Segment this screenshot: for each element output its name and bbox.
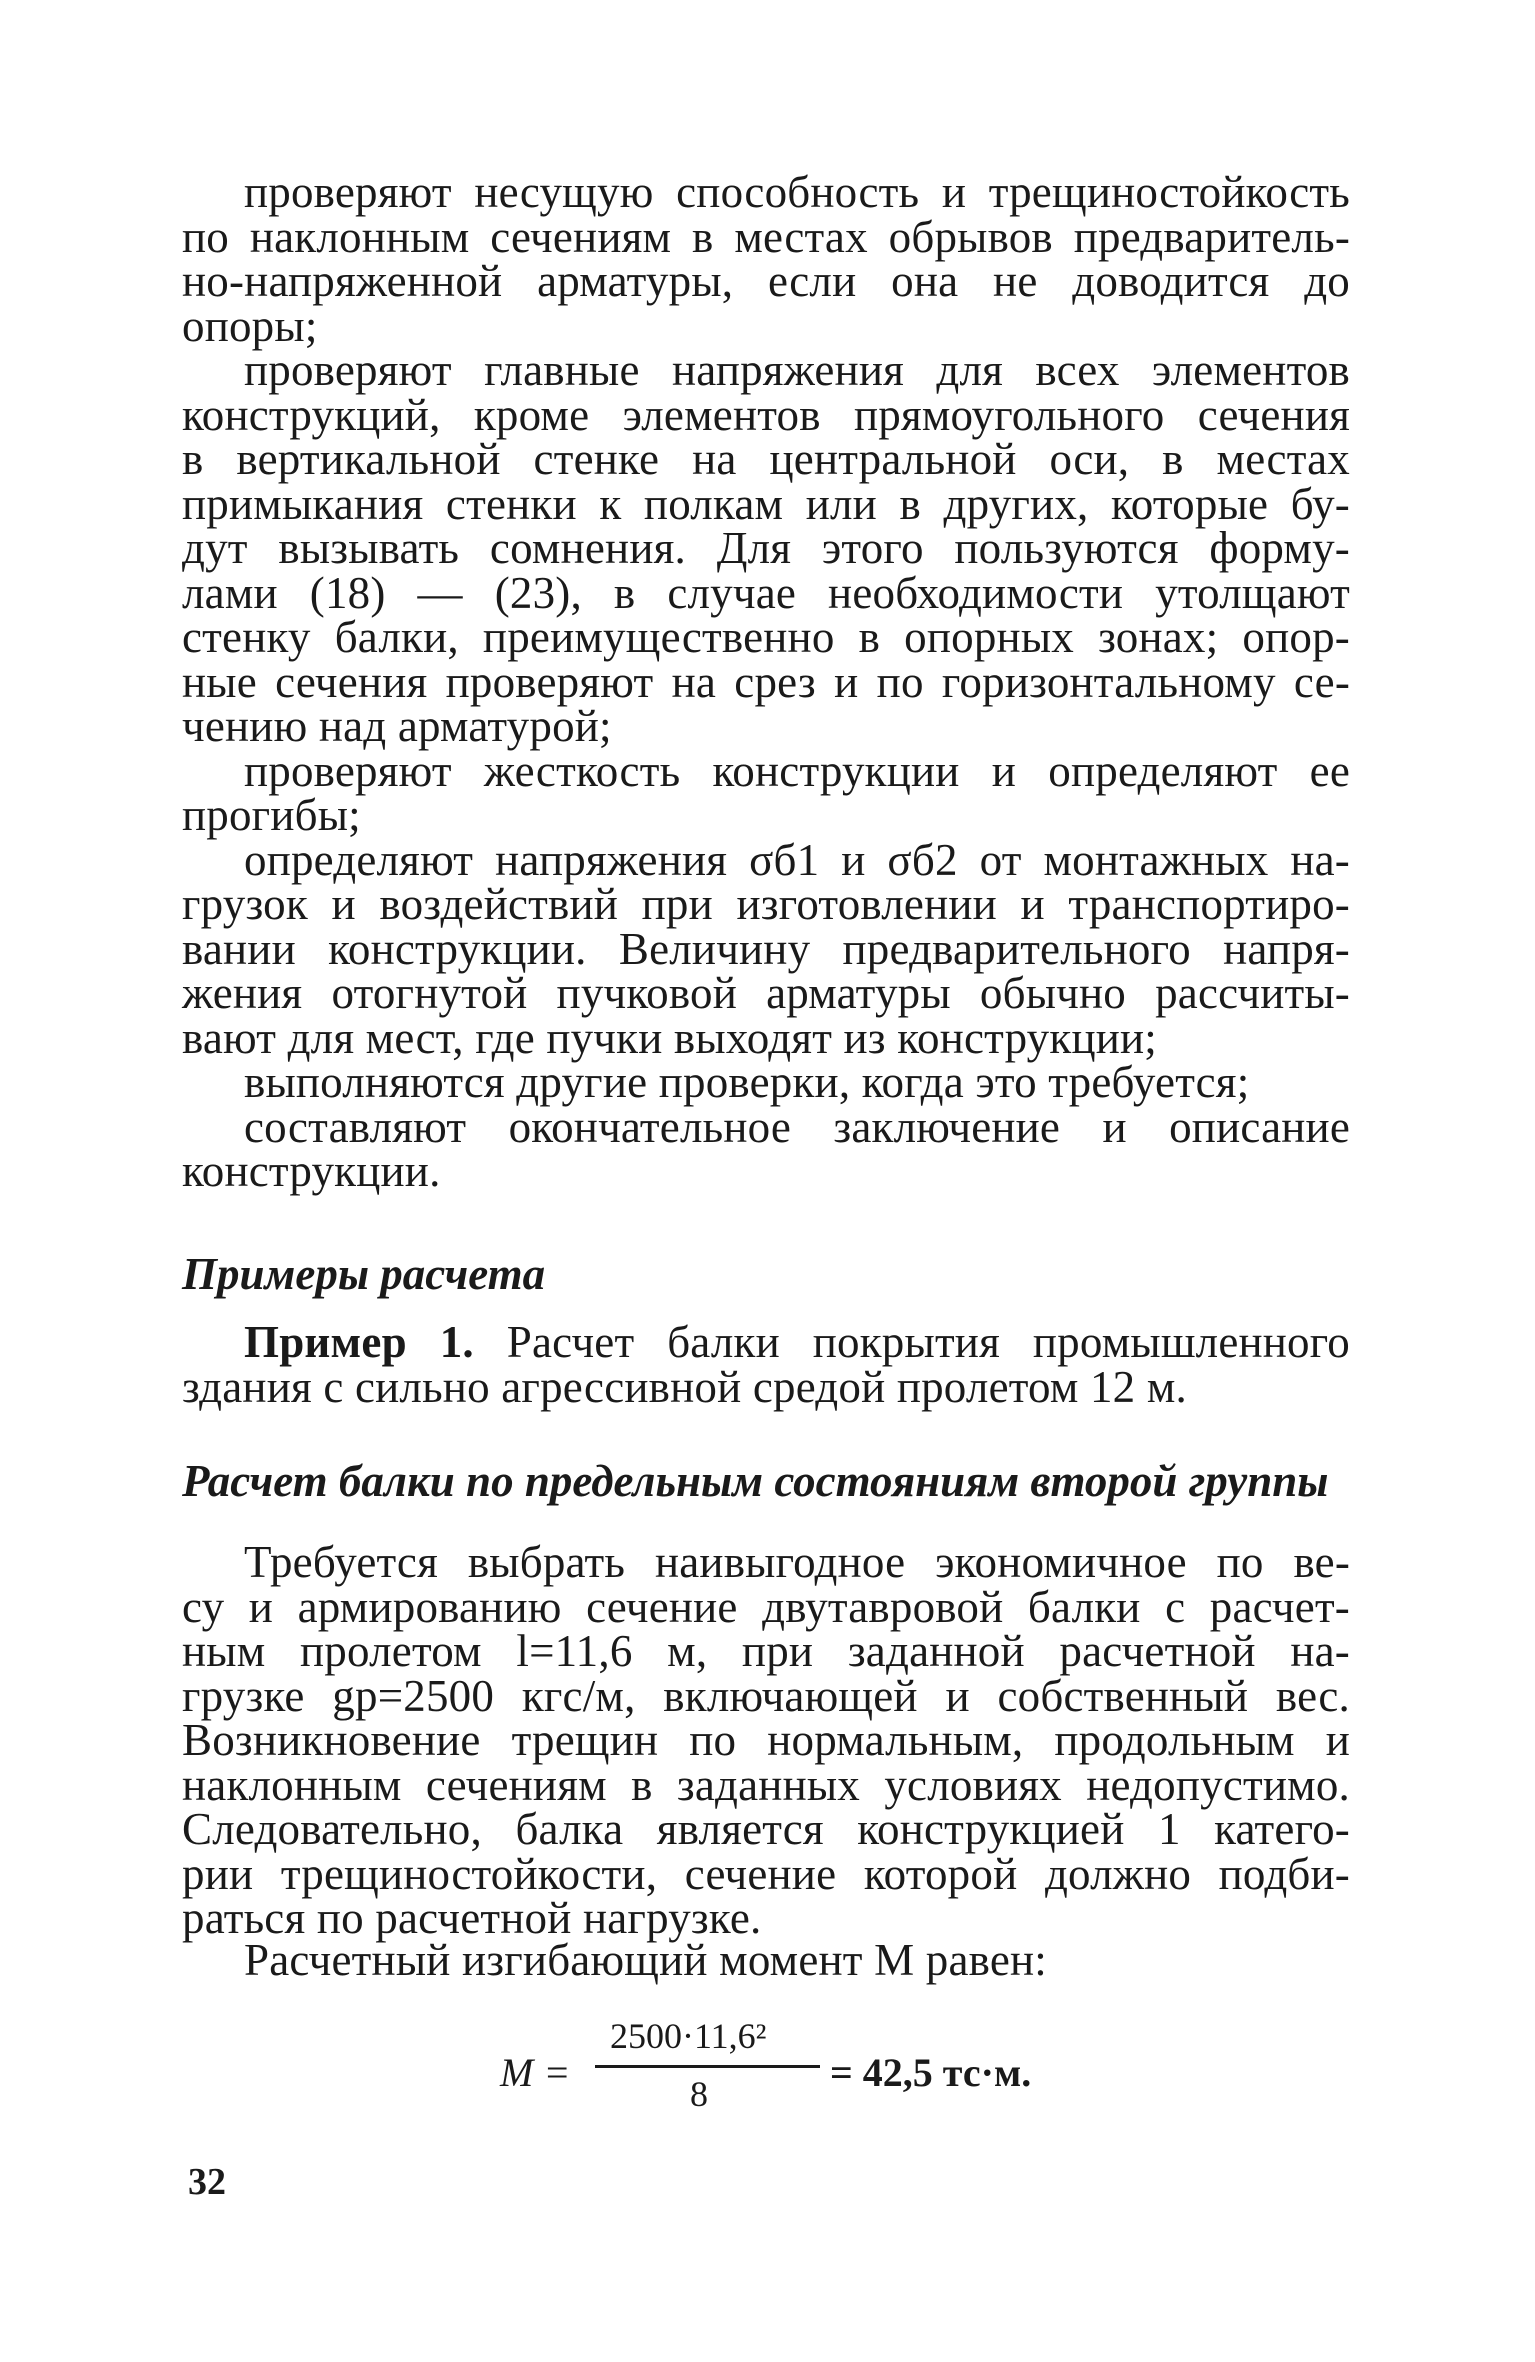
text-line: проверяют несущую способность и трещиностойкость	[244, 167, 1350, 217]
text-line: опоры;	[182, 300, 318, 351]
example-label: Пример 1.	[244, 1317, 474, 1367]
list-paragraph	[182, 167, 1350, 351]
moment-paragraph	[182, 1935, 1350, 1985]
requirement-paragraph	[182, 1537, 1350, 1943]
fraction-bar	[595, 2065, 820, 2068]
formula-lhs: M =	[500, 2050, 571, 2095]
text-line: определяют напряжения σб1 и σб2 от монтажных на-	[244, 834, 1350, 885]
text-line: рии трещиностойкости, сечение которой должно подби-	[182, 1848, 1350, 1899]
example-line-2: здания с сильно агрессивной средой пролетом 12 м.	[182, 1361, 1187, 1412]
text-line: прогибы;	[182, 790, 361, 840]
text-line: проверяют жесткость конструкции и определяют ее	[244, 745, 1350, 796]
text-line: но-напряженной арматуры, если она не доводится до	[182, 256, 1350, 306]
text-line: ные сечения проверяют на срез и по горизонтальному се-	[182, 656, 1350, 707]
text-line: раться по расчетной нагрузке.	[182, 1893, 762, 1943]
text-line: вании конструкции. Величину предварительного напря-	[182, 923, 1350, 974]
text-line: лами (18) — (23), в случае необходимости утолщают	[182, 567, 1350, 618]
list-paragraph	[182, 345, 1350, 751]
formula-denominator: 8	[690, 2074, 708, 2114]
text-line: конструкций, кроме элементов прямоугольного сечения	[182, 389, 1350, 440]
text-line: дут вызывать сомнения. Для этого пользуются форму-	[182, 523, 1350, 573]
list-paragraph	[182, 1101, 1350, 1196]
text-line: су и армированию сечение двутавровой балки с расчет-	[182, 1581, 1350, 1632]
text-line: вают для мест, где пучки выходят из конструкции;	[182, 1012, 1157, 1063]
list-paragraph	[182, 745, 1350, 840]
example-paragraph	[182, 1317, 1350, 1412]
text-line: грузке gр=2500 кгс/м, включающей и собственный вес.	[182, 1670, 1350, 1721]
formula-result: = 42,5 тс·м.	[830, 2050, 1032, 2095]
text-column	[182, 167, 1350, 1196]
text-line: составляют окончательное заключение и описание	[244, 1101, 1350, 1152]
text-line: примыкания стенки к полкам или в других, которые бу-	[182, 478, 1350, 529]
list-paragraph	[182, 834, 1350, 1063]
requirement-text	[182, 1537, 1350, 1943]
example-line-1: Пример 1. Расчет балки покрытия промышленного	[244, 1317, 1350, 1367]
text-line: чению над арматурой;	[182, 701, 612, 751]
text-line: наклонным сечениям в заданных условиях недопустимо.	[182, 1759, 1350, 1810]
moment-formula	[500, 2015, 1060, 2125]
formula-numerator: 2500·11,6²	[610, 2016, 767, 2056]
section-heading: Примеры расчета	[182, 1249, 546, 1299]
text-line: выполняются другие проверки, когда это требуется;	[244, 1057, 1250, 1107]
moment-line: Расчетный изгибающий момент M равен:	[244, 1935, 1047, 1985]
text-line: по наклонным сечениям в местах обрывов предваритель-	[182, 211, 1350, 262]
text-line: грузок и воздействий при изготовлении и транспортиро-	[182, 879, 1350, 929]
text-line: в вертикальной стенке на центральной оси, в местах	[182, 434, 1350, 484]
text-line: ным пролетом l=11,6 м, при заданной расчетной на-	[182, 1626, 1350, 1676]
text-line: жения отогнутой пучковой арматуры обычно рассчиты-	[182, 968, 1350, 1018]
text-line: проверяют главные напряжения для всех элементов	[244, 345, 1350, 395]
subsection-heading: Расчет балки по предельным состояниям второй группы	[182, 1456, 1329, 1506]
text-line: Возникновение трещин по нормальным, продольным и	[182, 1715, 1350, 1765]
text-line: конструкции.	[182, 1146, 441, 1196]
text-line: Следовательно, балка является конструкцией 1 катего-	[182, 1804, 1350, 1854]
list-paragraph	[182, 1057, 1350, 1107]
text-line: стенку балки, преимущественно в опорных зонах; опор-	[182, 612, 1350, 662]
page-number: 32	[188, 2161, 226, 2203]
text-line: Требуется выбрать наивыгодное экономичное по ве-	[244, 1537, 1350, 1587]
